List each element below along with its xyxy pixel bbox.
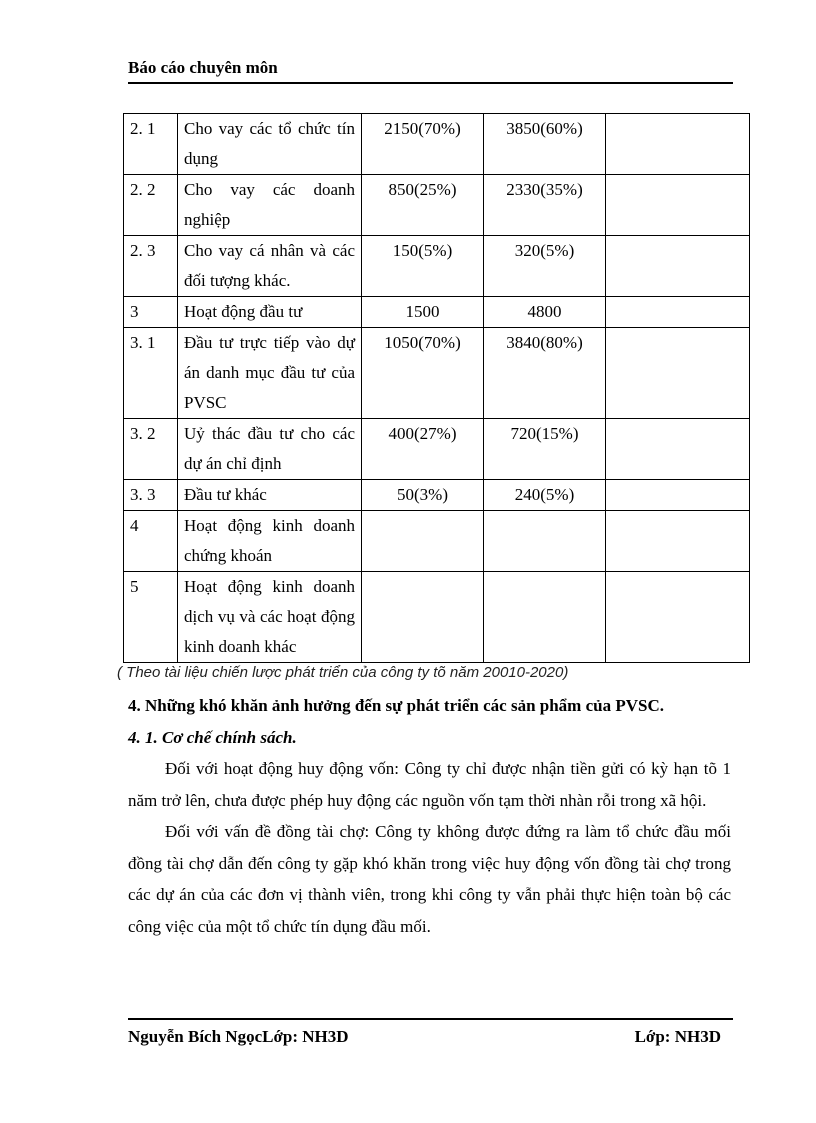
table-cell-v2: [484, 572, 606, 663]
table-cell-v2: [484, 511, 606, 572]
table-cell-num: 2. 3: [124, 236, 178, 297]
table-cell-v3: [606, 511, 750, 572]
footer-author: Nguyễn Bích NgọcLớp: NH3D: [128, 1027, 349, 1046]
table-cell-v1: 400(27%): [362, 419, 484, 480]
table-cell-v1: 1050(70%): [362, 328, 484, 419]
table-cell-v3: [606, 114, 750, 175]
section-title: 4. Những khó khăn ảnh hưởng đến sự phát triển các sản phẩm của PVSC.: [128, 696, 664, 715]
table-cell-v3: [606, 480, 750, 511]
table-row: [124, 175, 750, 236]
page-footer: [128, 1018, 733, 1049]
subsection-title: 4. 1. Cơ chế chính sách.: [128, 727, 297, 747]
table-row: [124, 328, 750, 419]
table-cell-v2: 4800: [484, 297, 606, 328]
table-cell-v1: 1500: [362, 297, 484, 328]
table-cell-num: 3. 3: [124, 480, 178, 511]
table-cell-v1: [362, 572, 484, 663]
source-note: ( Theo tài liệu chiến lược phát triển của công ty tõ năm 20010-2020): [117, 664, 569, 681]
table-cell-v2: 2330(35%): [484, 175, 606, 236]
table-cell-v3: [606, 419, 750, 480]
table-cell-v1: 2150(70%): [362, 114, 484, 175]
paragraph: Đối với vấn đề đồng tài chợ: Công ty không được đứng ra làm tổ chức đầu mối đồng tài chợ dẫn đến công ty gặp khó khăn trong việc huy động vốn đồng tài chợ trong các dự án của các đơn vị thành viên, trong khi công ty vẫn phải thực hiện toàn bộ các công việc của một tổ chức tín dụng đầu mối.: [128, 822, 731, 936]
table-cell-num: 3. 2: [124, 419, 178, 480]
header-title: Báo cáo chuyên môn: [128, 58, 278, 77]
table-row: [124, 419, 750, 480]
footer-class: Lớp: NH3D: [634, 1027, 721, 1046]
table-cell-num: 3. 1: [124, 328, 178, 419]
report-table-body: [124, 114, 750, 663]
table-cell-v2: 320(5%): [484, 236, 606, 297]
table-cell-num: 4: [124, 511, 178, 572]
table-row: [124, 236, 750, 297]
table-cell-num: 2. 1: [124, 114, 178, 175]
table-cell-num: 2. 2: [124, 175, 178, 236]
table-cell-v3: [606, 236, 750, 297]
table-cell-desc: Uỷ thác đầu tư cho các dự án chỉ định: [178, 419, 362, 480]
table-row: [124, 572, 750, 663]
table-cell-v1: 850(25%): [362, 175, 484, 236]
body-content: [128, 690, 731, 942]
table-cell-desc: Hoạt động kinh doanh dịch vụ và các hoạt động kinh doanh khác: [178, 572, 362, 663]
table-cell-v1: [362, 511, 484, 572]
table-row: [124, 480, 750, 511]
table-cell-num: 3: [124, 297, 178, 328]
table-cell-v2: 3840(80%): [484, 328, 606, 419]
table-cell-desc: Cho vay các doanh nghiệp: [178, 175, 362, 236]
table-cell-v2: 240(5%): [484, 480, 606, 511]
table-cell-v3: [606, 328, 750, 419]
table-cell-desc: Đầu tư khác: [178, 480, 362, 511]
table-cell-desc: Cho vay cá nhân và các đối tượng khác.: [178, 236, 362, 297]
table-cell-desc: Hoạt động kinh doanh chứng khoán: [178, 511, 362, 572]
report-table: [123, 113, 750, 663]
table-cell-v3: [606, 175, 750, 236]
table-cell-v1: 50(3%): [362, 480, 484, 511]
table-cell-desc: Cho vay các tổ chức tín dụng: [178, 114, 362, 175]
table-cell-num: 5: [124, 572, 178, 663]
table-cell-v2: 720(15%): [484, 419, 606, 480]
table-cell-desc: Hoạt động đầu tư: [178, 297, 362, 328]
page-header: [128, 56, 733, 84]
table-cell-v3: [606, 572, 750, 663]
table-cell-desc: Đầu tư trực tiếp vào dự án danh mục đầu tư của PVSC: [178, 328, 362, 419]
paragraph: Đối với hoạt động huy động vốn: Công ty chỉ được nhận tiền gửi có kỳ hạn tõ 1 năm trở lên, chưa được phép huy động các nguồn vốn tạm thời nhàn rỗi trong xã hội.: [128, 759, 731, 810]
table-cell-v2: 3850(60%): [484, 114, 606, 175]
table-row: [124, 297, 750, 328]
table-row: [124, 114, 750, 175]
table-row: [124, 511, 750, 572]
table-cell-v3: [606, 297, 750, 328]
table-cell-v1: 150(5%): [362, 236, 484, 297]
